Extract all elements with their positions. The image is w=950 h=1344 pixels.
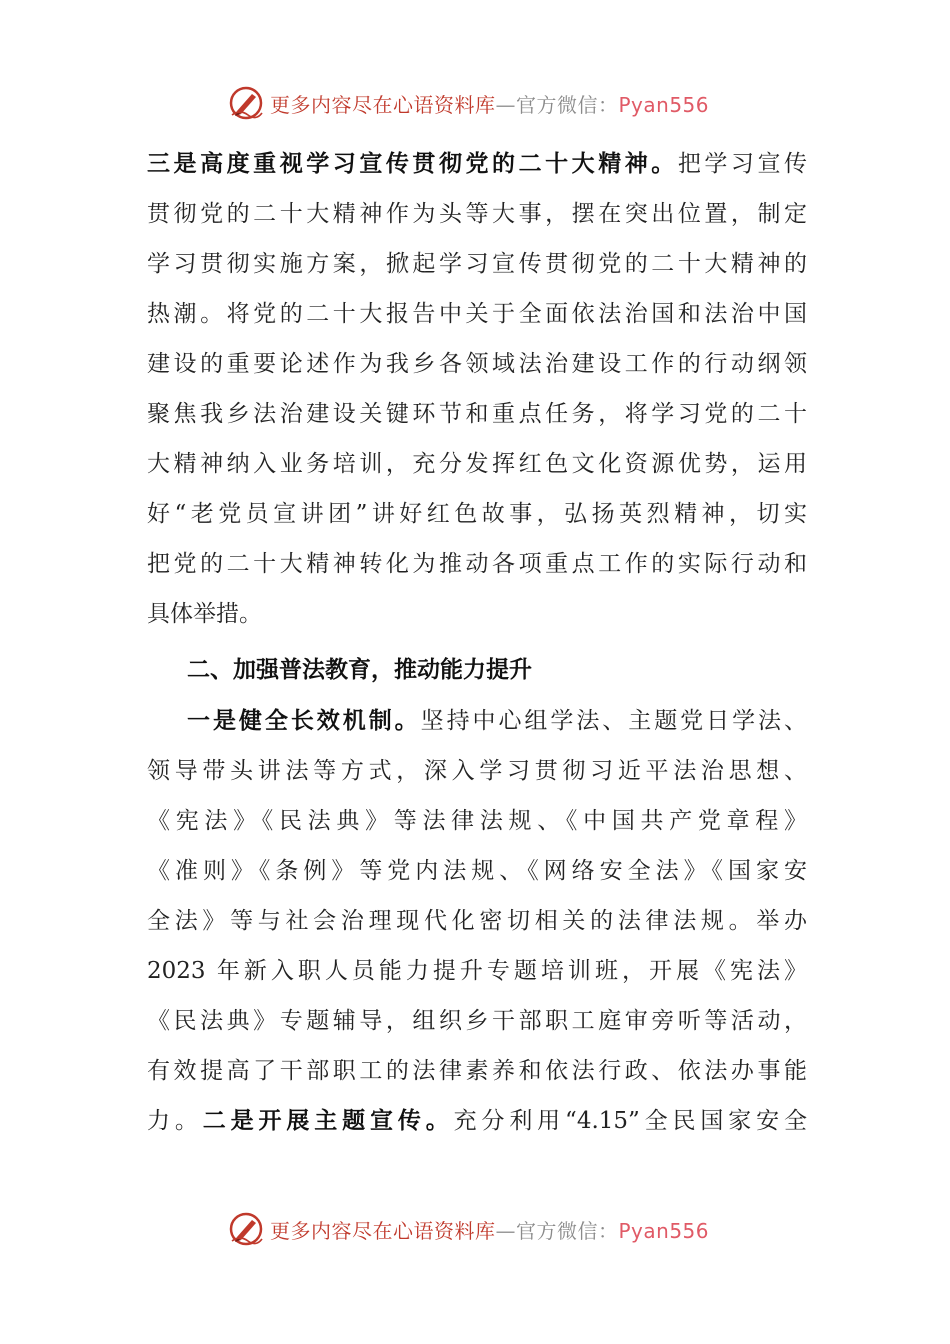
paragraph-line: 三是高度重视学习宣传贯彻党的二十大精神。把学习宣传 — [147, 150, 808, 177]
header-banner — [228, 81, 709, 125]
paragraph-line: 学习贯彻实施方案，掀起学习宣传贯彻党的二十大精神的 — [147, 251, 807, 277]
paragraph-line: 《准则》《条例》等党内法规、《网络安全法》《国家安 — [147, 858, 807, 884]
footer-banner — [228, 1207, 709, 1251]
paragraph-line: 贯彻党的二十大精神作为头等大事，摆在突出位置，制定 — [147, 201, 807, 227]
paragraph-line: 2023 年新入职人员能力提升专题培训班，开展《宪法》 — [147, 958, 807, 984]
paragraph-line: 力。二是开展主题宣传。充分利用“4.15”全民国家安全 — [147, 1107, 808, 1134]
banner-text: 更多内容尽在心语资料库—官方微信：Pyan556 — [270, 1218, 710, 1243]
paragraph-line: 有效提高了干部职工的法律素养和依法行政、依法办事能 — [147, 1058, 807, 1084]
paragraph-line: 领导带头讲法等方式，深入学习贯彻习近平法治思想、 — [147, 758, 807, 784]
paragraph-line: 建设的重要论述作为我乡各领域法治建设工作的行动纲领 — [147, 351, 807, 377]
pen-logo-icon — [228, 85, 264, 121]
paragraph-line: 大精神纳入业务培训，充分发挥红色文化资源优势，运用 — [147, 451, 807, 477]
paragraph-line: 具体举措。 — [147, 601, 262, 627]
banner-text: 更多内容尽在心语资料库—官方微信：Pyan556 — [270, 92, 710, 117]
paragraph-line: 热潮。将党的二十大报告中关于全面依法治国和法治中国 — [147, 301, 807, 327]
pen-logo-icon — [228, 1211, 264, 1247]
paragraph-line: 好“老党员宣讲团”讲好红色故事，弘扬英烈精神，切实 — [147, 501, 807, 527]
paragraph-line: 全法》等与社会治理现代化密切相关的法律法规。举办 — [147, 908, 807, 934]
paragraph-line: 聚焦我乡法治建设关键环节和重点任务，将学习党的二十 — [147, 401, 807, 427]
paragraph-line: 《宪法》《民法典》等法律法规、《中国共产党章程》 — [147, 808, 807, 834]
paragraph-line: 把党的二十大精神转化为推动各项重点工作的实际行动和 — [147, 551, 807, 577]
paragraph-line: 《民法典》专题辅导，组织乡干部职工庭审旁听等活动， — [147, 1008, 807, 1034]
section-heading: 二、加强普法教育，推动能力提升 — [187, 656, 532, 683]
paragraph-line: 一是健全长效机制。坚持中心组学法、主题党日学法、 — [187, 707, 808, 734]
